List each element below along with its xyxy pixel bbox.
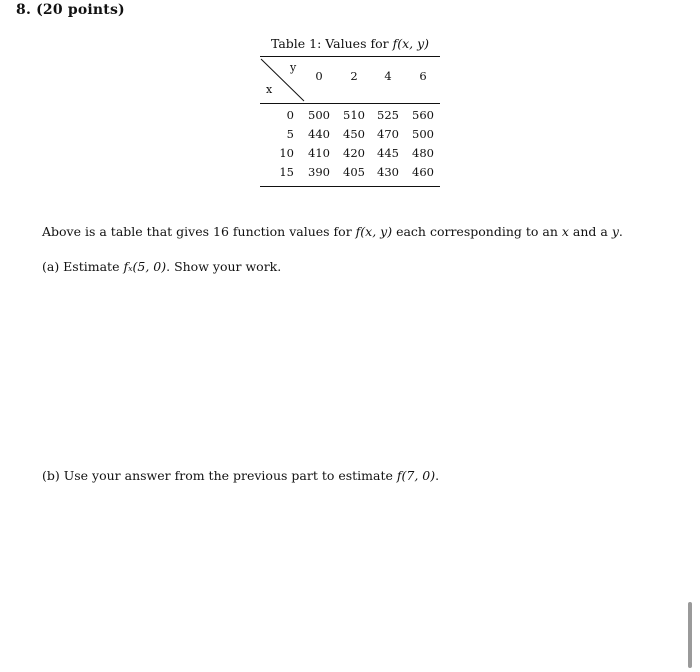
table-cell: 560 — [412, 108, 434, 122]
y-axis-label: y — [290, 61, 297, 74]
table-caption — [260, 36, 440, 51]
table-cell: 500 — [412, 127, 434, 141]
values-table — [260, 36, 440, 187]
table-cell: 460 — [412, 165, 434, 179]
table-cell: 440 — [308, 127, 330, 141]
intro-var-x: x — [561, 224, 569, 239]
table-row — [260, 165, 440, 184]
intro-paragraph — [42, 224, 623, 239]
table-cell: 430 — [377, 165, 399, 179]
part-a-expression: fₓ(5, 0) — [123, 259, 167, 274]
intro-text: each corresponding to an — [392, 224, 562, 239]
part-b-question — [42, 468, 439, 483]
part-a-text: . Show your work. — [166, 259, 282, 274]
part-a-question — [42, 259, 281, 274]
table-cell: 445 — [377, 146, 399, 160]
table-row — [260, 108, 440, 127]
part-b-expression: f(7, 0) — [396, 468, 436, 483]
table-caption-function: f(x, y) — [392, 36, 430, 51]
table-cell: 390 — [308, 165, 330, 179]
intro-text: Above is a table that gives 16 function values for — [42, 224, 356, 239]
table-cell: 405 — [343, 165, 365, 179]
column-header: 6 — [419, 69, 427, 83]
row-x-value: 5 — [286, 127, 294, 141]
intro-function: f(x, y) — [355, 224, 393, 239]
problem-heading: 8. (20 points) — [16, 2, 125, 18]
row-x-value: 15 — [279, 165, 294, 179]
table-bottom-rule — [260, 186, 440, 187]
scrollbar-thumb[interactable] — [688, 602, 692, 668]
table-header-row — [260, 57, 440, 103]
table-cell: 450 — [343, 127, 365, 141]
intro-text: . — [618, 224, 623, 239]
row-x-value: 10 — [279, 146, 294, 160]
table-cell: 480 — [412, 146, 434, 160]
table-row — [260, 127, 440, 146]
column-header: 0 — [315, 69, 323, 83]
diagonal-header-line — [260, 57, 308, 103]
table-cell: 500 — [308, 108, 330, 122]
table-body — [260, 104, 440, 186]
x-axis-label: x — [266, 83, 273, 96]
row-x-value: 0 — [286, 108, 294, 122]
table-row — [260, 146, 440, 165]
column-header: 2 — [350, 69, 358, 83]
table-cell: 510 — [343, 108, 365, 122]
part-b-text: (b) Use your answer from the previous part to estimate — [42, 468, 397, 483]
part-b-text: . — [435, 468, 440, 483]
intro-var-y: y — [611, 224, 619, 239]
intro-text: and a — [568, 224, 612, 239]
column-header: 4 — [384, 69, 392, 83]
table-cell: 410 — [308, 146, 330, 160]
table-cell: 420 — [343, 146, 365, 160]
table-cell: 525 — [377, 108, 399, 122]
table-caption-text: Table 1: Values for — [270, 36, 393, 51]
part-a-text: (a) Estimate — [42, 259, 124, 274]
table-cell: 470 — [377, 127, 399, 141]
